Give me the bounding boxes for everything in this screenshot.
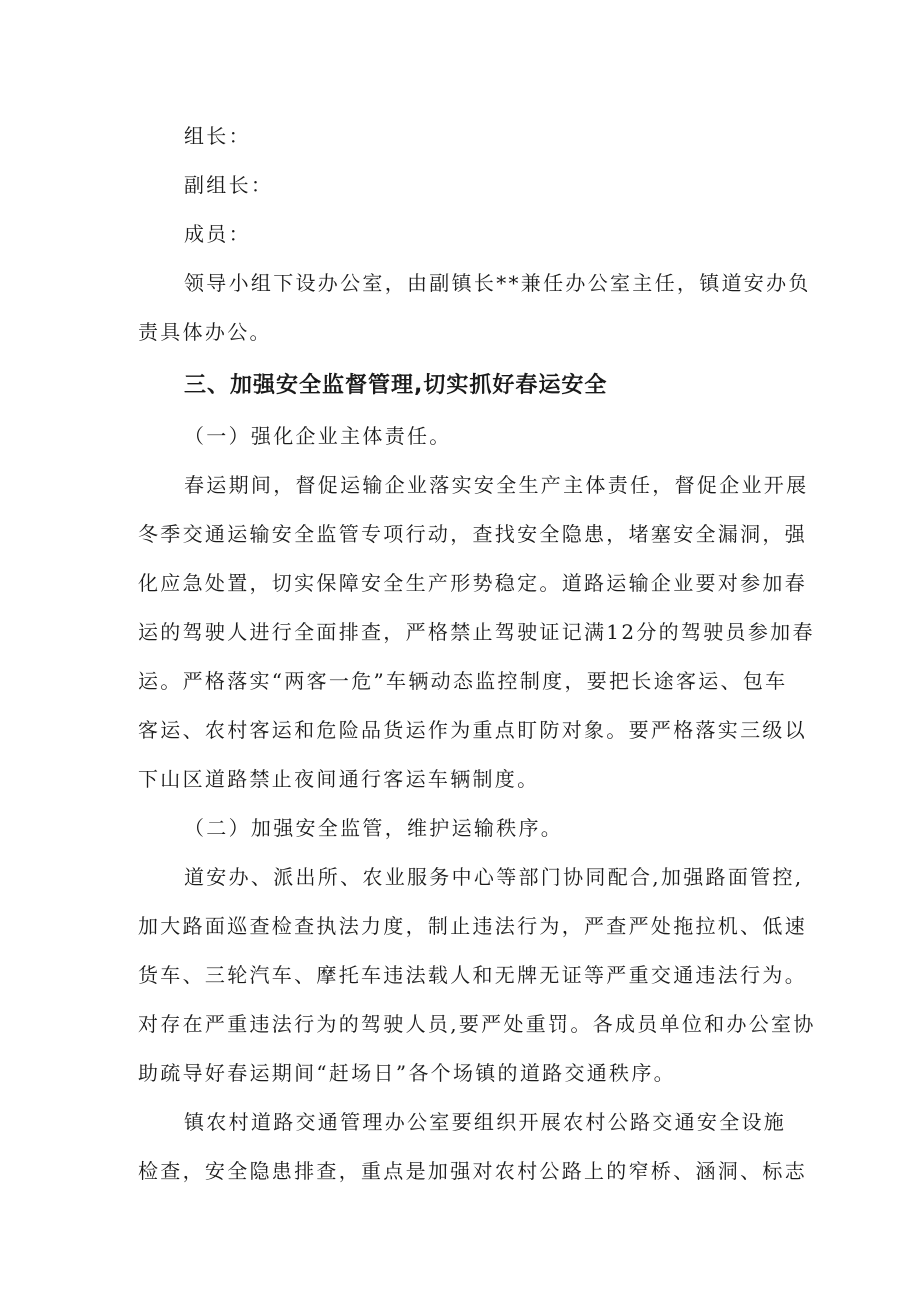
subsection-two-body (138, 853, 816, 1196)
paragraph-line: 客运、农村客运和危险品货运作为重点盯防对象。要严格落实三级以 (138, 718, 807, 742)
paragraph-line: 下山区道路禁止夜间通行客运车辆制度。 (138, 767, 540, 791)
document-page (138, 112, 816, 1196)
role-members: 成员： (184, 222, 251, 246)
section-three-heading: 三、加强安全监督管理,切实抓好春运安全 (184, 373, 608, 398)
subsection-one-title: （一）强化企业主体责任。 (184, 424, 452, 448)
paragraph-line: 冬季交通运输安全监管专项行动，查找安全隐患，堵塞安全漏洞，强 (138, 522, 807, 546)
paragraph-line: 镇农村道路交通管理办公室要组织开展农村公路交通安全设施 (184, 1110, 787, 1134)
paragraph-line: 化应急处置，切实保障安全生产形势稳定。道路运输企业要对参加春 (138, 571, 807, 595)
role-leader: 组长： (184, 124, 251, 148)
paragraph-line: 春运期间，督促运输企业落实安全生产主体责任，督促企业开展 (184, 473, 809, 497)
role-deputy-leader: 副组长： (184, 173, 274, 197)
subsection-one-body (138, 461, 815, 804)
paragraph-line: 责具体办公。 (138, 320, 272, 344)
paragraph-line: 加大路面巡查检查执法力度，制止违法行为，严查严处拖拉机、低速 (138, 914, 807, 938)
paragraph-line: 运。严格落实“两客一危”车辆动态监控制度，要把长途客运、包车 (138, 669, 788, 693)
paragraph-line: 检查，安全隐患排查，重点是加强对农村公路上的窄桥、涵洞、标志 (138, 1159, 807, 1183)
office-paragraph (138, 259, 811, 357)
paragraph-line: 道安办、派出所、农业服务中心等部门协同配合,加强路面管控, (184, 865, 804, 889)
paragraph-line: 领导小组下设办公室，由副镇长**兼任办公室主任，镇道安办负 (184, 271, 811, 295)
paragraph-line: 助疏导好春运期间“赶场日”各个场镇的道路交通秩序。 (138, 1061, 676, 1085)
paragraph-line: 对存在严重违法行为的驾驶人员,要严处重罚。各成员单位和办公室协 (138, 1012, 816, 1036)
subsection-two-title: （二）加强安全监管，维护运输秩序。 (184, 816, 564, 840)
paragraph-line: 运的驾驶人进行全面排查，严格禁止驾驶证记满12分的驾驶员参加春 (138, 620, 815, 644)
paragraph-line: 货车、三轮汽车、摩托车违法载人和无牌无证等严重交通违法行为。 (138, 963, 807, 987)
